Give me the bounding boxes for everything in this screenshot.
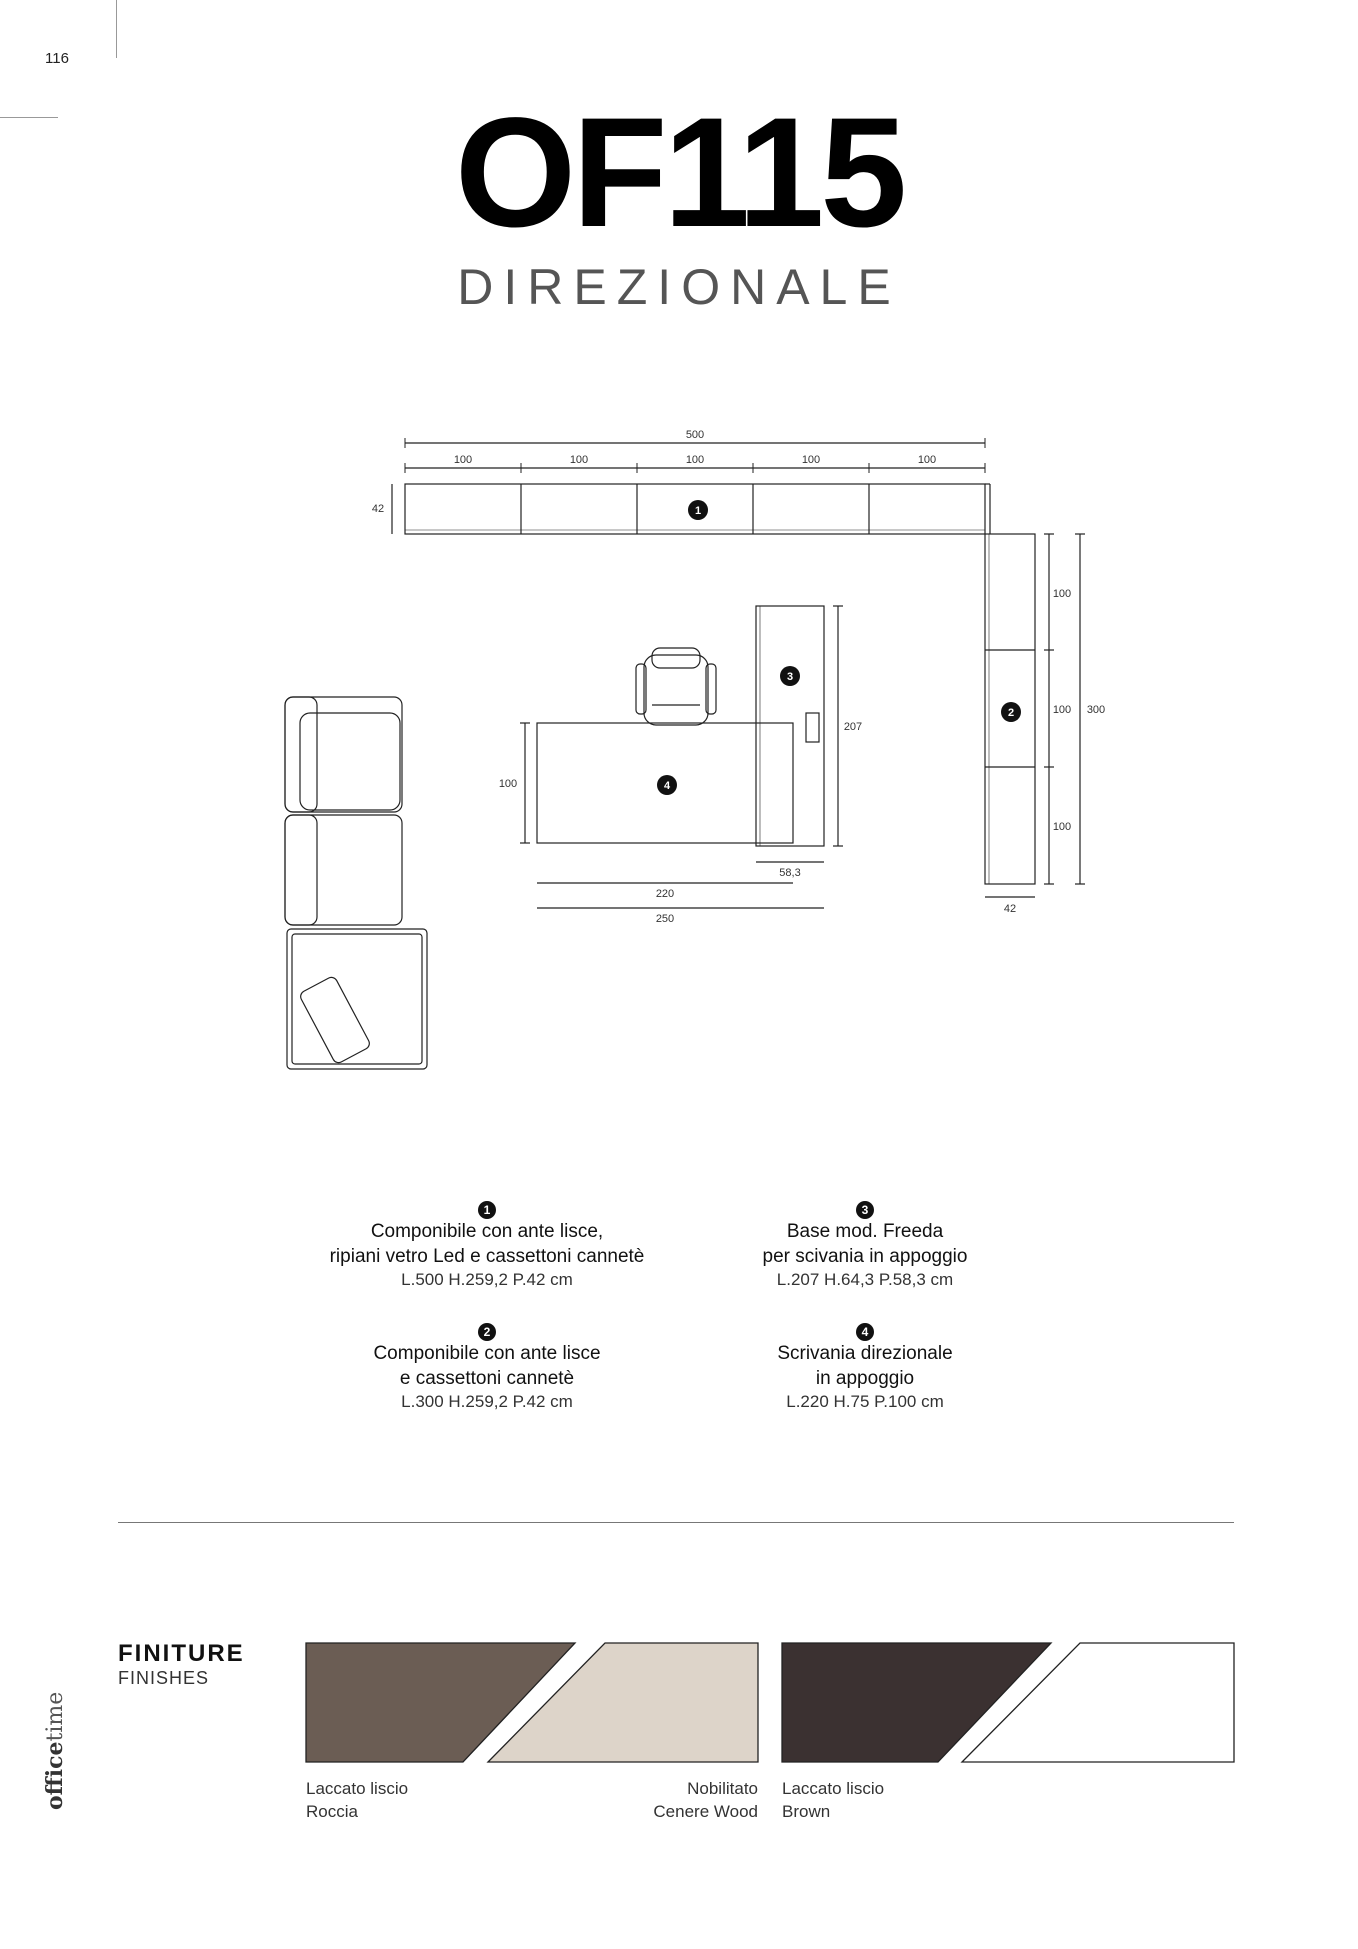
- legend-line: in appoggio: [815, 1368, 915, 1389]
- finishes-title: FINITURE: [118, 1640, 245, 1667]
- dim-220-label: 220: [655, 888, 675, 900]
- sofa: [285, 697, 427, 1069]
- legend-dimensions: L.220 H.75 P.100 cm: [786, 1392, 944, 1411]
- finish-name: Brown: [782, 1802, 831, 1821]
- legend-item-3: [655, 1201, 1075, 1291]
- marker-3: 3: [786, 671, 794, 683]
- dim-300-label: 300: [1086, 704, 1106, 716]
- legend-item-1: [277, 1201, 697, 1291]
- dim-100-label: 100: [569, 454, 589, 466]
- finish-name: Roccia: [306, 1802, 358, 1821]
- legend-number: 2: [478, 1323, 496, 1341]
- section-divider: [118, 1522, 1234, 1523]
- finish-label-roccia: [306, 1777, 408, 1823]
- legend-line: e cassettoni cannetè: [399, 1368, 575, 1389]
- brand-logo: officetime: [42, 1691, 68, 1810]
- legend-number: 4: [856, 1323, 874, 1341]
- dim-100-label: 100: [917, 454, 937, 466]
- legend-dimensions: L.300 H.259,2 P.42 cm: [401, 1392, 573, 1411]
- dim-207-label: 207: [843, 721, 863, 733]
- legend-line: per scivania in appoggio: [762, 1246, 968, 1267]
- marker-4: 4: [663, 780, 671, 792]
- finish-name: Cenere Wood: [653, 1802, 758, 1821]
- dim-100-label: 100: [498, 778, 518, 790]
- page-subtitle: DIREZIONALE: [457, 259, 901, 315]
- legend-number: 1: [478, 1201, 496, 1219]
- dim-100-label: 100: [1052, 588, 1072, 600]
- legend-number: 3: [856, 1201, 874, 1219]
- finish-type: Laccato liscio: [782, 1779, 885, 1798]
- dim-42-label: 42: [371, 503, 385, 515]
- legend-line: Componibile con ante lisce,: [370, 1221, 604, 1242]
- legend-line: ripiani vetro Led e cassettoni cannetè: [329, 1246, 645, 1267]
- dim-42-label: 42: [1003, 903, 1017, 915]
- legend-item-4: [655, 1323, 1075, 1413]
- office-chair: [636, 648, 716, 725]
- page-title: OF115: [454, 86, 904, 260]
- dim-58-label: 58,3: [779, 867, 801, 879]
- legend-dimensions: L.207 H.64,3 P.58,3 cm: [776, 1270, 954, 1289]
- dim-100-label: 100: [453, 454, 473, 466]
- finish-swatches: [305, 1642, 1235, 1764]
- finish-type: Laccato liscio: [306, 1779, 409, 1798]
- dim-250-label: 250: [655, 913, 675, 925]
- legend-line: Componibile con ante lisce: [373, 1343, 601, 1364]
- legend-line: Scrivania direzionale: [777, 1343, 953, 1364]
- dim-100-label: 100: [801, 454, 821, 466]
- finish-type: Nobilitato: [687, 1779, 758, 1798]
- base-unit: [756, 606, 824, 846]
- magazine: [299, 975, 372, 1064]
- page-number: 116: [45, 50, 69, 67]
- marker-2: 2: [1007, 707, 1015, 719]
- legend-line: Base mod. Freeda: [786, 1221, 944, 1242]
- finishes-subtitle: FINISHES: [118, 1668, 210, 1688]
- legend-dimensions: L.500 H.259,2 P.42 cm: [401, 1270, 573, 1289]
- dim-100-label: 100: [685, 454, 705, 466]
- legend-item-2: [277, 1323, 697, 1413]
- dim-100-label: 100: [1052, 704, 1072, 716]
- finish-label-brown: [782, 1777, 884, 1823]
- dim-500-label: 500: [685, 429, 705, 441]
- dim-100-label: 100: [1052, 821, 1072, 833]
- finish-label-cenere: [558, 1777, 758, 1823]
- marker-1: 1: [694, 505, 702, 517]
